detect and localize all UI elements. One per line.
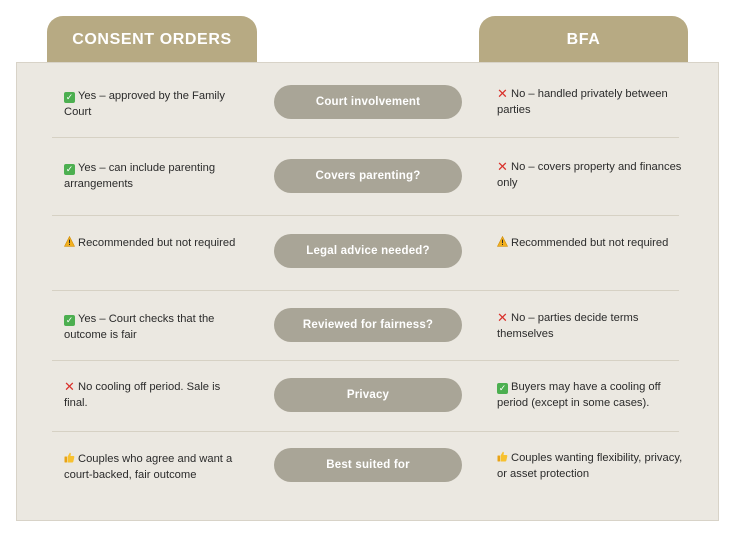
row-divider — [52, 431, 679, 432]
cell-text: Couples wanting flexibility, privacy, or asset protection — [497, 452, 683, 480]
bfa-header: BFA — [479, 16, 688, 63]
consent-orders-cell — [64, 236, 244, 252]
row-label-pill: Court involvement — [274, 85, 462, 119]
bfa-cell — [497, 311, 687, 342]
cell-text: No – parties decide terms themselves — [497, 312, 639, 340]
row-label-pill: Covers parenting? — [274, 159, 462, 193]
check-icon: ✓ — [65, 164, 74, 174]
cell-text: No – handled privately between parties — [497, 88, 668, 116]
consent-orders-cell — [64, 161, 244, 192]
row-divider — [52, 360, 679, 361]
cell-text: Recommended but not required — [511, 237, 669, 249]
cross-icon: ✕ — [64, 379, 75, 394]
consent-orders-cell — [64, 89, 244, 120]
row-divider — [52, 215, 679, 216]
thumbs-up-icon — [497, 451, 508, 462]
consent-orders-header: CONSENT ORDERS — [47, 16, 257, 63]
cell-text: Yes – approved by the Family Court — [64, 90, 225, 118]
cell-text: No – covers property and finances only — [497, 161, 682, 189]
check-icon: ✓ — [65, 92, 74, 102]
cell-text: Recommended but not required — [78, 237, 236, 249]
consent-orders-cell — [64, 312, 244, 343]
row-label-pill: Legal advice needed? — [274, 234, 462, 268]
bfa-cell — [497, 87, 687, 118]
row-label-pill: Reviewed for fairness? — [274, 308, 462, 342]
thumbs-up-icon — [64, 452, 75, 463]
cell-text: Yes – Court checks that the outcome is fair — [64, 313, 215, 341]
cross-icon: ✕ — [497, 310, 508, 325]
row-divider — [52, 290, 679, 291]
consent-orders-cell — [64, 380, 244, 411]
row-label-pill: Best suited for — [274, 448, 462, 482]
cross-icon: ✕ — [497, 159, 508, 174]
bfa-cell — [497, 451, 687, 482]
bfa-cell — [497, 160, 687, 191]
cell-text: Yes – can include parenting arrangements — [64, 162, 216, 190]
consent-orders-cell — [64, 452, 244, 483]
cross-icon: ✕ — [497, 86, 508, 101]
row-divider — [52, 137, 679, 138]
row-label-pill: Privacy — [274, 378, 462, 412]
cell-text: Buyers may have a cooling off period (except in some cases). — [497, 381, 661, 409]
bfa-cell — [497, 380, 687, 411]
warning-icon — [497, 236, 508, 247]
bfa-cell — [497, 236, 687, 252]
cell-text: No cooling off period. Sale is final. — [64, 381, 221, 409]
cell-text: Couples who agree and want a court-backed, fair outcome — [64, 453, 233, 481]
warning-icon — [64, 236, 75, 247]
check-icon: ✓ — [65, 315, 74, 325]
check-icon: ✓ — [498, 383, 507, 393]
